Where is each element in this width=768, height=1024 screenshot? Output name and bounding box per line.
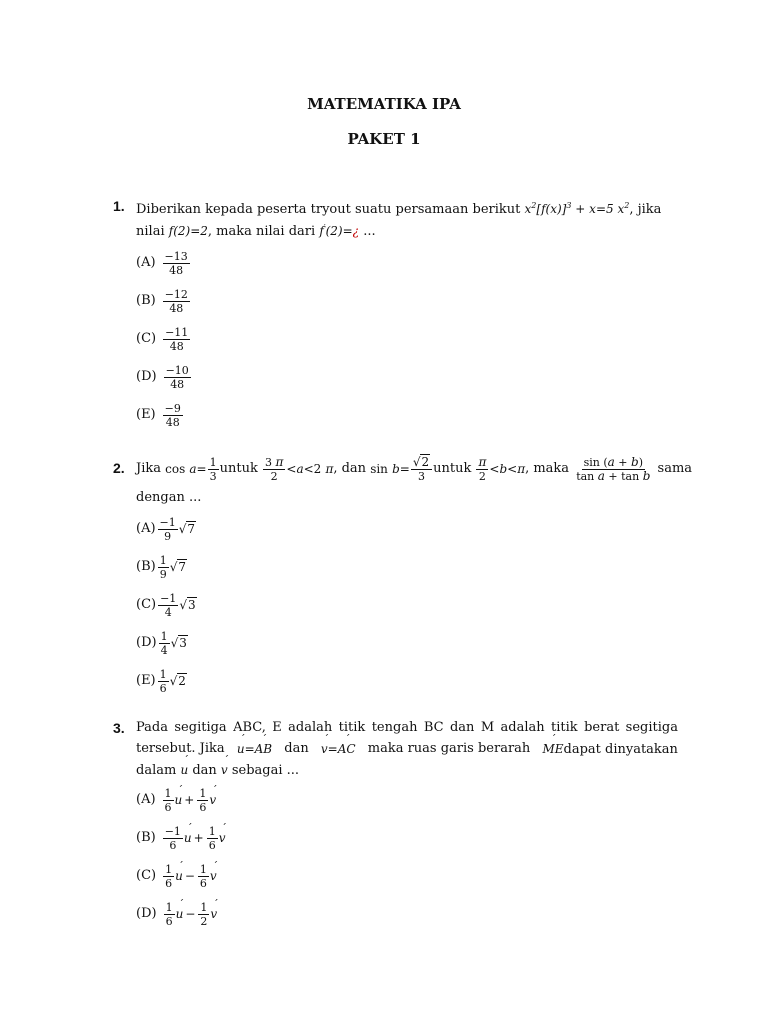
option-label: (E) (136, 407, 156, 422)
stem-text: dengan ... (136, 490, 202, 505)
fraction (163, 402, 183, 429)
sqrt: √2 (169, 674, 186, 688)
stem-text: , dan (333, 461, 367, 476)
stem-text: untuk (433, 461, 472, 476)
stem-text: sebagai ... (231, 763, 300, 778)
numerator: −11 (165, 325, 189, 339)
option-c (136, 586, 678, 624)
sqrt: √3 (170, 636, 187, 650)
fraction (164, 364, 191, 391)
numerator: 1 (160, 629, 168, 643)
option-b (136, 282, 678, 320)
denominator: 48 (169, 301, 184, 315)
sqrt: √7 (169, 560, 186, 574)
option-label: (C) (136, 868, 157, 883)
numerator: 1 (159, 553, 167, 567)
operator: − (184, 869, 195, 883)
stem-text: maka ruas garis berarah (367, 741, 531, 756)
stem-text: tersebut. Jika (136, 741, 225, 756)
operator: + (193, 831, 204, 845)
numerator: −1 (164, 824, 181, 838)
fraction (159, 630, 170, 657)
option-e (136, 396, 678, 434)
option-a (136, 244, 678, 282)
fraction (163, 288, 190, 315)
denominator: 6 (208, 838, 216, 852)
stem-text: ... (363, 224, 376, 239)
denominator: 6 (164, 800, 172, 814)
option-label: (D) (136, 369, 157, 384)
option-label: (E) (136, 673, 156, 688)
denominator: 48 (170, 377, 185, 391)
denominator: 48 (169, 339, 184, 353)
denominator: 6 (159, 681, 167, 695)
stem-text: , maka nilai dari (207, 224, 316, 239)
option-d (136, 358, 678, 396)
numerator: −13 (164, 249, 188, 263)
option-e (136, 662, 678, 700)
numerator: 1 (164, 786, 172, 800)
numerator: 1 (199, 786, 207, 800)
operator: − (185, 907, 196, 921)
numerator: −12 (164, 287, 188, 301)
denominator: 6 (169, 838, 177, 852)
stem-text: sama (657, 461, 693, 476)
option-d (136, 624, 678, 662)
stem-text: dan (192, 763, 217, 778)
stem-text: Jika (136, 461, 161, 476)
fraction (158, 592, 178, 619)
denominator: 6 (165, 876, 173, 890)
stem-text: Diberikan kepada peserta tryout suatu persamaan berikut (136, 202, 521, 217)
numerator: −1 (160, 591, 177, 605)
denominator: 9 (159, 567, 167, 581)
stem-text: untuk (219, 461, 258, 476)
numerator: −9 (164, 401, 181, 415)
numerator: 1 (208, 824, 216, 838)
option-label: (B) (136, 293, 156, 308)
denominator: 6 (199, 800, 207, 814)
numerator: −1 (159, 515, 176, 529)
question-number: 1. (113, 198, 125, 214)
stem-text: dalam (136, 763, 177, 778)
operator: + (184, 793, 195, 807)
equation: f(2)=2 (168, 224, 208, 238)
numerator: 1 (200, 900, 208, 914)
question-stem: Jika cos a = $\frac{1}{3}$ untuk $\frac{3 \pi}{2}$ < a <2 π , dan sin b = $\frac{√2}{3}$ untuk $\frac{\pi}{2}$ < b < π , maka $\frac{\sin (a + b)}{\text{tan a + tan b}}$ sama dengan ... (136, 454, 693, 505)
stem-text: nilai (136, 224, 165, 239)
fraction (163, 326, 190, 353)
denominator: 48 (169, 263, 184, 277)
option-label: (B) (136, 559, 156, 574)
denominator: 6 (165, 914, 173, 928)
stem-text: Pada segitiga ABC, E adalah titik tengah BC dan M adalah titik berat segitiga (136, 720, 678, 735)
fraction (158, 668, 169, 695)
denominator: 48 (165, 415, 180, 429)
page-subtitle: PAKET 1 (347, 130, 421, 148)
denominator: 6 (199, 876, 207, 890)
question-stem (136, 196, 678, 240)
option-label: (B) (136, 830, 156, 845)
option-label: (C) (136, 597, 157, 612)
stem-text: , maka (525, 461, 570, 476)
numerator: 1 (159, 667, 167, 681)
numerator: 1 (199, 862, 207, 876)
stem-text: dan (284, 741, 309, 756)
numerator: −10 (165, 363, 189, 377)
option-label: (D) (136, 635, 157, 650)
question-3 (113, 718, 678, 933)
option-a: (A) $\frac{1}{6}$ ´ u + $\frac{1}{6}$ ´ v (136, 781, 678, 819)
denominator: 4 (164, 605, 172, 619)
numerator: 1 (165, 862, 173, 876)
option-c (136, 320, 678, 358)
option-b (136, 548, 678, 586)
fraction (163, 250, 190, 277)
option-b: (B) $\frac{-1}{6}$ ´ u + $\frac{1}{6}$ ´ v (136, 819, 678, 857)
fraction (158, 516, 178, 543)
fraction (158, 554, 169, 581)
denominator: 2 (200, 914, 208, 928)
option-a (136, 510, 678, 548)
question-number: 3. (113, 720, 125, 736)
option-label: (C) (136, 331, 157, 346)
stem-text: dapat dinyatakan (563, 742, 678, 757)
denominator: 4 (160, 643, 168, 657)
page-title: MATEMATIKA IPA (307, 95, 461, 113)
denominator: 9 (164, 529, 172, 543)
sqrt: √3 (179, 598, 196, 612)
question-1 (113, 196, 678, 434)
sqrt: √7 (178, 522, 196, 536)
question-number: 2. (113, 460, 125, 476)
question-stem: Pada segitiga ABC, E adalah titik tengah BC dan M adalah titik berat segitiga tersebut. Jika ´ u=´ AB dan ´ v=´ AC maka ruas garis berarah ´ MEdapat dinyatakan dalam ´ u dan ´ v sebagai ... (136, 718, 678, 781)
option-c: (C) $\frac{1}{6}$ ´ u − $\frac{1}{6}$ ´ v (136, 857, 678, 895)
option-label: (A) (136, 255, 156, 270)
stem-text: , jika (629, 202, 662, 217)
option-label: (D) (136, 906, 157, 921)
equation: $x^2[f(x)]^3 + x=5$ $x^2$ (524, 201, 630, 216)
option-label: (A) (136, 521, 156, 536)
option-label: (A) (136, 792, 156, 807)
question-2 (113, 450, 693, 700)
option-d: (D) $\frac{1}{6}$ ´ u − $\frac{1}{2}$ ´ v (136, 895, 678, 933)
equation: f′(2)=¿ (319, 223, 360, 238)
numerator: 1 (165, 900, 173, 914)
